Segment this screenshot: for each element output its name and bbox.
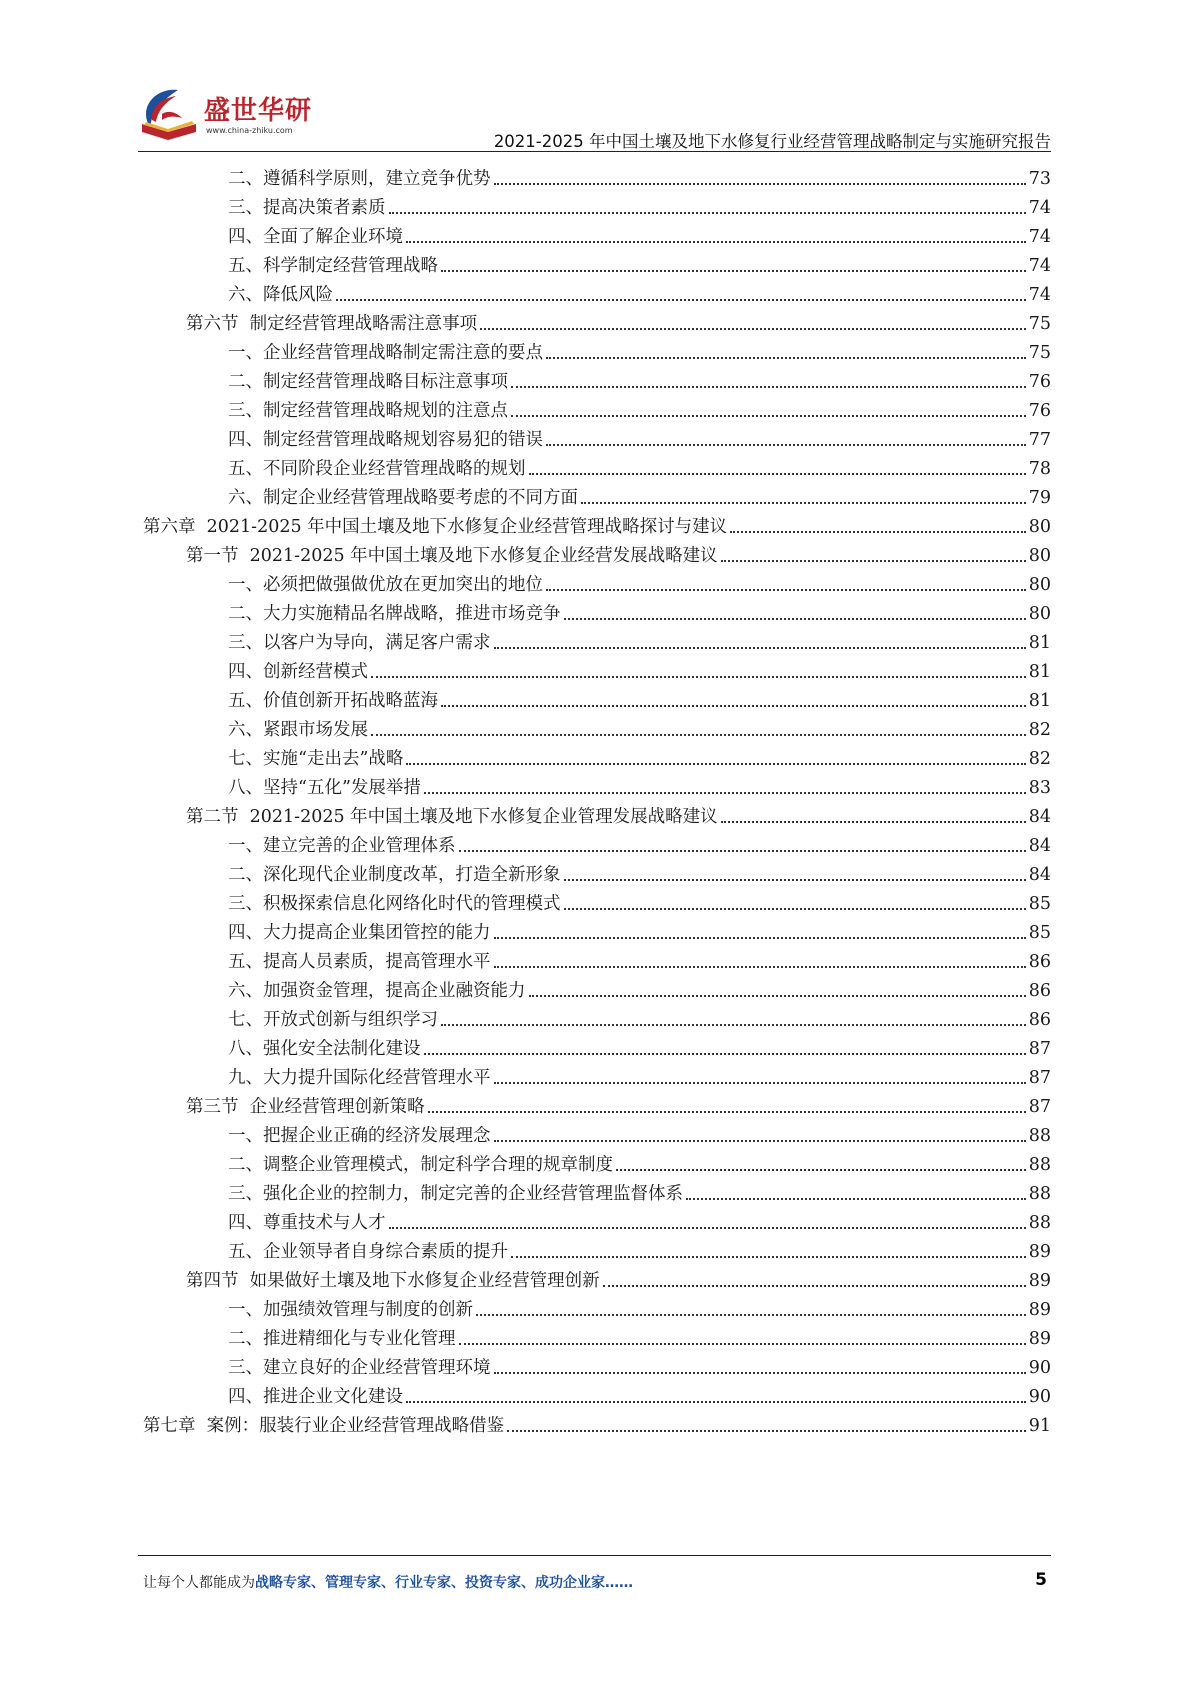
toc-entry-title: 五、企业领导者自身综合素质的提升: [228, 1242, 508, 1262]
toc-entry[interactable]: [228, 623, 1051, 654]
toc-entry-page: 75: [1028, 343, 1051, 363]
toc-entry[interactable]: [228, 652, 1051, 683]
toc-entry-title: 一、加强绩效管理与制度的创新: [228, 1300, 473, 1320]
toc-entry-page: 77: [1028, 430, 1051, 450]
toc-dot-leader: [511, 415, 1026, 417]
toc-entry[interactable]: [228, 1000, 1051, 1031]
toc-entry-title: 五、科学制定经营管理战略: [228, 256, 438, 276]
toc-dot-leader: [686, 1198, 1026, 1200]
toc-dot-leader: [564, 618, 1026, 620]
toc-entry[interactable]: [228, 1203, 1051, 1234]
toc-entry-page: 74: [1028, 198, 1051, 218]
toc-entry-title: 一、必须把做强做优放在更加突出的地位: [228, 575, 543, 595]
toc-dot-leader: [507, 1430, 1026, 1432]
toc-entry[interactable]: [228, 710, 1051, 741]
toc-entry-title: 第七章 案例：服装行业企业经营管理战略借鉴: [143, 1416, 505, 1436]
toc-entry[interactable]: [186, 1087, 1051, 1118]
toc-dot-leader: [494, 1372, 1026, 1374]
toc-entry-title: 三、提高决策者素质: [228, 198, 386, 218]
toc-entry[interactable]: [228, 1377, 1051, 1408]
toc-entry-title: 二、调整企业管理模式，制定科学合理的规章制度: [228, 1155, 613, 1175]
toc-dot-leader: [494, 1140, 1026, 1142]
toc-entry-page: 86: [1028, 952, 1051, 972]
page-number: 5: [1035, 1570, 1047, 1590]
toc-entry-page: 89: [1028, 1242, 1051, 1262]
toc-dot-leader: [480, 328, 1026, 330]
toc-entry-page: 85: [1028, 923, 1051, 943]
toc-entry[interactable]: [186, 536, 1051, 567]
footer-divider: [138, 1555, 1051, 1556]
toc-entry[interactable]: [228, 188, 1051, 219]
toc-entry-title: 四、制定经营管理战略规划容易犯的错误: [228, 430, 543, 450]
report-title: 2021-2025 年中国土壤及地下水修复行业经营管理战略制定与实施研究报告: [493, 132, 1051, 151]
company-logo: [138, 84, 313, 148]
toc-entry-title: 三、制定经营管理战略规划的注意点: [228, 401, 508, 421]
toc-entry[interactable]: [228, 565, 1051, 596]
toc-entry-title: 第六节 制定经营管理战略需注意事项: [186, 314, 478, 334]
toc-entry-page: 90: [1028, 1358, 1051, 1378]
toc-dot-leader: [441, 705, 1026, 707]
toc-entry-page: 78: [1028, 459, 1051, 479]
toc-dot-leader: [564, 908, 1026, 910]
toc-dot-leader: [428, 1111, 1026, 1113]
toc-dot-leader: [389, 1227, 1026, 1229]
toc-entry[interactable]: [186, 1261, 1051, 1292]
toc-dot-leader: [459, 850, 1026, 852]
toc-entry-title: 一、企业经营管理战略制定需注意的要点: [228, 343, 543, 363]
toc-dot-leader: [494, 1082, 1026, 1084]
toc-dot-leader: [494, 183, 1026, 185]
toc-entry-title: 六、紧跟市场发展: [228, 720, 368, 740]
toc-entry[interactable]: [228, 362, 1051, 393]
toc-entry-page: 74: [1028, 256, 1051, 276]
toc-entry-page: 83: [1028, 778, 1051, 798]
toc-entry-title: 一、建立完善的企业管理体系: [228, 836, 456, 856]
toc-dot-leader: [616, 1169, 1026, 1171]
toc-entry-title: 四、全面了解企业环境: [228, 227, 403, 247]
toc-entry-page: 88: [1028, 1213, 1051, 1233]
toc-entry-page: 82: [1028, 720, 1051, 740]
toc-entry-title: 第六章 2021-2025 年中国土壤及地下水修复企业经营管理战略探讨与建议: [143, 517, 728, 537]
toc-entry-page: 75: [1028, 314, 1051, 334]
toc-entry[interactable]: [228, 1290, 1051, 1321]
toc-entry[interactable]: [143, 507, 1051, 538]
toc-entry-page: 82: [1028, 749, 1051, 769]
toc-entry-title: 三、建立良好的企业经营管理环境: [228, 1358, 491, 1378]
toc-entry-title: 一、把握企业正确的经济发展理念: [228, 1126, 491, 1146]
toc-entry-page: 84: [1028, 865, 1051, 885]
toc-entry-page: 74: [1028, 285, 1051, 305]
toc-entry-title: 二、推进精细化与专业化管理: [228, 1329, 456, 1349]
toc-dot-leader: [529, 995, 1026, 997]
toc-entry[interactable]: [228, 884, 1051, 915]
toc-entry[interactable]: [228, 246, 1051, 277]
toc-entry-title: 六、降低风险: [228, 285, 333, 305]
toc-entry[interactable]: [228, 1029, 1051, 1060]
toc-entry-page: 73: [1028, 169, 1051, 189]
toc-dot-leader: [406, 1401, 1026, 1403]
toc-entry-title: 第一节 2021-2025 年中国土壤及地下水修复企业经营发展战略建议: [186, 546, 718, 566]
toc-entry-title: 四、尊重技术与人才: [228, 1213, 386, 1233]
toc-entry[interactable]: [228, 1145, 1051, 1176]
toc-entry-page: 91: [1028, 1416, 1051, 1436]
toc-entry[interactable]: [186, 797, 1051, 828]
toc-entry-page: 87: [1028, 1068, 1051, 1088]
toc-entry[interactable]: [228, 1232, 1051, 1263]
toc-dot-leader: [406, 763, 1025, 765]
toc-entry[interactable]: [228, 478, 1051, 509]
toc-entry-page: 88: [1028, 1126, 1051, 1146]
toc-entry[interactable]: [228, 1348, 1051, 1379]
toc-entry-title: 第四节 如果做好土壤及地下水修复企业经营管理创新: [186, 1271, 600, 1291]
toc-dot-leader: [730, 531, 1026, 533]
toc-entry-page: 84: [1028, 836, 1051, 856]
toc-dot-leader: [511, 1256, 1026, 1258]
toc-entry-page: 89: [1028, 1329, 1051, 1349]
toc-entry-page: 87: [1028, 1039, 1051, 1059]
toc-entry-page: 86: [1028, 1010, 1051, 1030]
toc-entry[interactable]: [228, 1319, 1051, 1350]
toc-dot-leader: [546, 589, 1026, 591]
toc-dot-leader: [371, 676, 1026, 678]
page-header: [0, 0, 1191, 152]
toc-dot-leader: [441, 270, 1026, 272]
toc-entry[interactable]: [228, 1058, 1051, 1089]
toc-dot-leader: [389, 212, 1026, 214]
toc-entry[interactable]: [228, 942, 1051, 973]
toc-entry[interactable]: [228, 1116, 1051, 1147]
toc-entry[interactable]: [228, 1174, 1051, 1205]
toc-entry[interactable]: [228, 449, 1051, 480]
toc-entry-page: 76: [1028, 401, 1051, 421]
toc-dot-leader: [511, 386, 1026, 388]
footer-slogan-prefix: 让每个人都能成为: [143, 1575, 255, 1591]
toc-dot-leader: [546, 444, 1026, 446]
toc-dot-leader: [424, 792, 1026, 794]
logo-url: www.china-zhiku.com: [206, 126, 293, 135]
toc-entry-page: 76: [1028, 372, 1051, 392]
toc-dot-leader: [564, 879, 1026, 881]
toc-entry-title: 六、制定企业经营管理战略要考虑的不同方面: [228, 488, 578, 508]
toc-entry-title: 七、实施“走出去”战略: [228, 749, 404, 769]
toc-entry[interactable]: [228, 913, 1051, 944]
toc-entry[interactable]: [143, 1406, 1051, 1437]
toc-dot-leader: [546, 357, 1026, 359]
toc-entry-title: 第二节 2021-2025 年中国土壤及地下水修复企业管理发展战略建议: [186, 807, 718, 827]
toc-entry-page: 84: [1028, 807, 1051, 827]
toc-dot-leader: [494, 937, 1026, 939]
toc-entry-page: 88: [1028, 1155, 1051, 1175]
toc-dot-leader: [476, 1314, 1026, 1316]
toc-entry-page: 85: [1028, 894, 1051, 914]
toc-entry[interactable]: [228, 739, 1051, 770]
toc-entry-page: 87: [1028, 1097, 1051, 1117]
toc-entry-page: 80: [1028, 517, 1051, 537]
toc-entry[interactable]: [228, 217, 1051, 248]
toc-entry-title: 五、不同阶段企业经营管理战略的规划: [228, 459, 526, 479]
toc-entry-page: 81: [1028, 662, 1051, 682]
toc-entry-page: 88: [1028, 1184, 1051, 1204]
toc-entry-title: 八、坚持“五化”发展举措: [228, 778, 421, 798]
toc-entry[interactable]: [228, 855, 1051, 886]
toc-dot-leader: [494, 647, 1026, 649]
footer-slogan-highlight: 战略专家、管理专家、行业专家、投资专家、成功企业家……: [255, 1575, 633, 1591]
toc-dot-leader: [406, 241, 1026, 243]
toc-entry[interactable]: [228, 681, 1051, 712]
toc-entry[interactable]: [228, 594, 1051, 625]
toc-dot-leader: [529, 473, 1026, 475]
toc-entry-page: 90: [1028, 1387, 1051, 1407]
toc-dot-leader: [494, 966, 1026, 968]
toc-dot-leader: [721, 821, 1026, 823]
toc-entry-title: 三、以客户为导向，满足客户需求: [228, 633, 491, 653]
toc-entry[interactable]: [228, 420, 1051, 451]
toc-entry[interactable]: [228, 391, 1051, 422]
toc-entry-title: 七、开放式创新与组织学习: [228, 1010, 438, 1030]
toc-dot-leader: [581, 502, 1026, 504]
toc-entry-title: 九、大力提升国际化经营管理水平: [228, 1068, 491, 1088]
toc-entry-page: 81: [1028, 633, 1051, 653]
toc-entry-page: 89: [1028, 1300, 1051, 1320]
toc-entry-title: 八、强化安全法制化建设: [228, 1039, 421, 1059]
toc-entry-page: 80: [1028, 546, 1051, 566]
toc-entry-title: 二、深化现代企业制度改革，打造全新形象: [228, 865, 561, 885]
toc-entry[interactable]: [186, 304, 1051, 335]
toc-entry-title: 六、加强资金管理，提高企业融资能力: [228, 981, 526, 1001]
toc-entry-title: 四、推进企业文化建设: [228, 1387, 403, 1407]
toc-entry-page: 81: [1028, 691, 1051, 711]
toc-dot-leader: [336, 299, 1026, 301]
toc-dot-leader: [459, 1343, 1026, 1345]
toc-entry-title: 五、提高人员素质，提高管理水平: [228, 952, 491, 972]
toc-entry-page: 74: [1028, 227, 1051, 247]
toc-dot-leader: [371, 734, 1026, 736]
toc-dot-leader: [603, 1285, 1026, 1287]
toc-entry[interactable]: [228, 159, 1051, 190]
toc-entry-title: 二、大力实施精品名牌战略，推进市场竞争: [228, 604, 561, 624]
footer-slogan: [143, 1572, 633, 1592]
toc-entry-title: 三、强化企业的控制力，制定完善的企业经营管理监督体系: [228, 1184, 683, 1204]
toc-entry[interactable]: [228, 333, 1051, 364]
toc-entry-title: 三、积极探索信息化网络化时代的管理模式: [228, 894, 561, 914]
toc-entry[interactable]: [228, 768, 1051, 799]
toc-entry-page: 79: [1028, 488, 1051, 508]
book-globe-icon: [138, 84, 202, 144]
logo-name: 盛世华研: [204, 96, 313, 126]
toc-entry-title: 第三节 企业经营管理创新策略: [186, 1097, 425, 1117]
toc-entry-title: 四、创新经营模式: [228, 662, 368, 682]
toc-entry-page: 89: [1028, 1271, 1051, 1291]
toc-entry[interactable]: [228, 826, 1051, 857]
toc-entry-title: 二、制定经营管理战略目标注意事项: [228, 372, 508, 392]
toc-entry[interactable]: [228, 275, 1051, 306]
toc-dot-leader: [441, 1024, 1026, 1026]
toc-entry[interactable]: [228, 971, 1051, 1002]
toc-entry-page: 80: [1028, 575, 1051, 595]
toc-entry-page: 86: [1028, 981, 1051, 1001]
toc-entry-title: 五、价值创新开拓战略蓝海: [228, 691, 438, 711]
toc-entry-title: 四、大力提高企业集团管控的能力: [228, 923, 491, 943]
toc-dot-leader: [424, 1053, 1026, 1055]
toc-dot-leader: [721, 560, 1026, 562]
toc-entry-title: 二、遵循科学原则，建立竞争优势: [228, 169, 491, 189]
toc-entry-page: 80: [1028, 604, 1051, 624]
header-divider: [138, 151, 1051, 152]
